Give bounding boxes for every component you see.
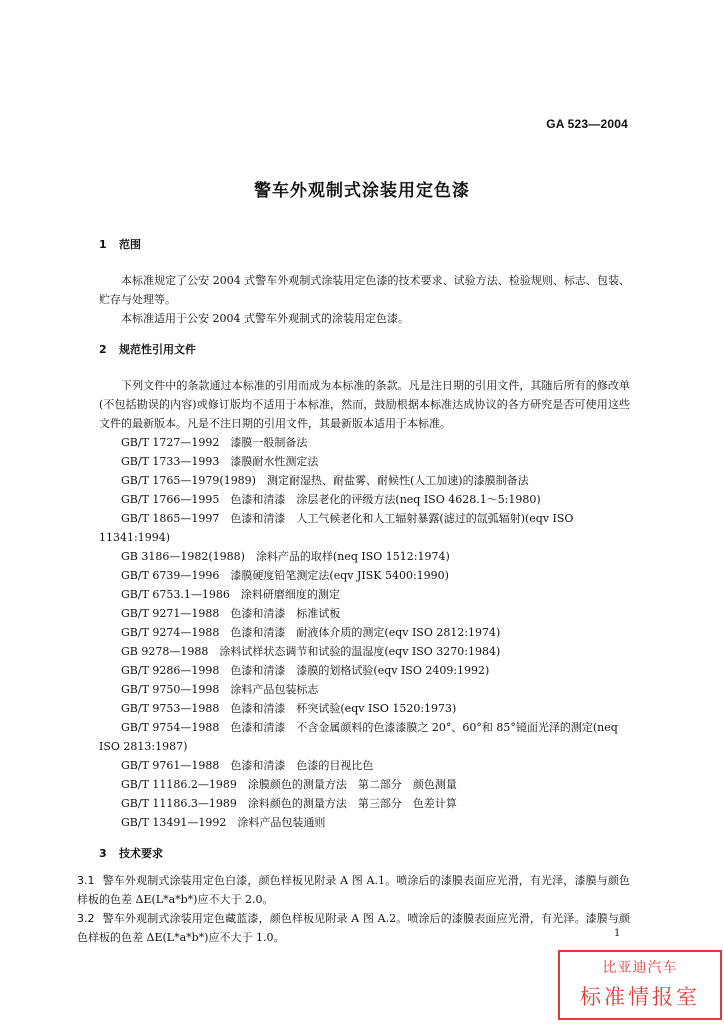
reference-code: GB/T 1766—1995 [121,493,220,506]
reference-item [99,566,630,585]
reference-code: GB/T 9286—1998 [121,664,220,677]
reference-title: 色漆和清漆 耐液体介质的测定(eqv ISO 2812:1974) [230,626,501,639]
reference-item [99,490,630,509]
requirement-item [77,909,630,947]
requirement-text: 警车外观制式涂装用定色藏蓝漆，颜色样板见附录 A 图 A.2。喷涂后的漆膜表面应光滑，有光泽。漆膜与颜色样板的色差 ΔE(L*a*b*)应不大于 1.0。 [77,912,630,944]
reference-title: 色漆和清漆 标准试板 [230,607,341,620]
reference-item [99,433,630,452]
reference-title: 涂料产品包装通则 [237,816,326,829]
reference-code: GB/T 9761—1988 [121,759,220,772]
reference-item [99,452,630,471]
reference-item [99,509,630,547]
reference-item [99,794,630,813]
section-title: 技术要求 [119,847,163,860]
section-number: 2 [99,343,107,356]
reference-title: 涂料研磨细度的测定 [240,588,340,601]
reference-title: 涂料产品的取样(neq ISO 1512:1974) [255,550,450,563]
reference-code: GB/T 6739—1996 [121,569,220,582]
scope-paragraph: 本标准适用于公安 2004 式警车外观制式的涂装用定色漆。 [121,312,409,325]
reference-code: GB/T 1733—1993 [121,455,220,468]
reference-code: GB/T 9754—1988 [121,721,220,734]
reference-code: GB/T 13491—1992 [121,816,227,829]
reference-code: GB/T 11186.2—1989 [121,778,237,791]
reference-title: 漆膜耐水性测定法 [230,455,319,468]
document-title: 警车外观制式涂装用定色漆 [254,181,470,201]
reference-title: 色漆和清漆 人工气候老化和人工辐射暴露(滤过的氙弧辐射)(eqv ISO [230,512,574,525]
reference-item [99,623,630,642]
reference-list [99,433,630,832]
reference-code: GB 9278—1988 [121,645,209,658]
section-1-heading [99,235,630,254]
library-stamp [558,950,722,1020]
stamp-line-1: 比亚迪汽车 [602,960,678,976]
reference-item [99,642,630,661]
reference-code: GB/T 11186.3—1989 [121,797,237,810]
reference-item [99,661,630,680]
reference-title: 涂膜颜色的测量方法 第二部分 颜色测量 [247,778,457,791]
section-number: 1 [99,238,107,251]
section-number: 3 [99,847,107,860]
reference-code: GB 3186—1982(1988) [121,550,245,563]
reference-title: 漆膜硬度铅笔测定法(eqv JISK 5400:1990) [230,569,449,582]
reference-title: 色漆和清漆 杯突试验(eqv ISO 1520:1973) [230,702,457,715]
reference-title: 漆膜一般制备法 [230,436,308,449]
section-title: 规范性引用文件 [119,343,196,356]
document-body [77,235,630,947]
section-title: 范围 [119,238,141,251]
reference-item [99,604,630,623]
reference-code: GB/T 1727—1992 [121,436,220,449]
page-number: 1 [614,928,621,939]
scope-paragraph: 本标准规定了公安 2004 式警车外观制式涂装用定色漆的技术要求、试验方法、检验规则、标志、包装、贮存与处理等。 [99,274,630,306]
reference-title: 色漆和清漆 涂层老化的评级方法(neq ISO 4628.1～5:1980) [230,493,541,506]
reference-item [99,471,630,490]
requirement-number: 3.2 [77,912,95,925]
reference-item [99,718,630,756]
reference-title: 色漆和清漆 色漆的目视比色 [230,759,374,772]
reference-code: GB/T 9753—1988 [121,702,220,715]
reference-code: GB/T 9271—1988 [121,607,220,620]
reference-title: 色漆和清漆 漆膜的划格试验(eqv ISO 2409:1992) [230,664,490,677]
reference-item [99,775,630,794]
section-2-heading [99,340,630,359]
requirement-item [77,871,630,909]
requirements-list [77,871,630,947]
reference-title-continued: ISO 2813:1987) [99,740,188,753]
reference-code: GB/T 6753.1—1986 [121,588,230,601]
reference-code: GB/T 1765—1979(1989) [121,474,256,487]
reference-code: GB/T 1865—1997 [121,512,220,525]
requirement-number: 3.1 [77,874,95,887]
reference-title: 涂料产品包装标志 [230,683,319,696]
reference-item [99,585,630,604]
stamp-line-2: 标准情报室 [580,985,700,1009]
section-3-heading [99,844,630,863]
reference-title: 涂料颜色的测量方法 第三部分 色差计算 [247,797,457,810]
reference-title: 测定耐湿热、耐盐雾、耐候性(人工加速)的漆膜制备法 [266,474,529,487]
reference-code: GB/T 9750—1998 [121,683,220,696]
reference-title: 涂料试样状态调节和试验的温湿度(eqv ISO 3270:1984) [219,645,501,658]
reference-item [99,680,630,699]
reference-item [99,756,630,775]
reference-item [99,699,630,718]
reference-item [99,547,630,566]
requirement-text: 警车外观制式涂装用定色白漆，颜色样板见附录 A 图 A.1。喷涂后的漆膜表面应光滑，有光泽，漆膜与颜色样板的色差 ΔE(L*a*b*)应不大于 2.0。 [77,874,630,906]
standard-number: GA 523—2004 [546,117,628,131]
reference-title-continued: 11341:1994) [99,531,170,544]
reference-code: GB/T 9274—1988 [121,626,220,639]
references-intro: 下列文件中的条款通过本标准的引用而成为本标准的条款。凡是注日期的引用文件，其随后所有的修改单(不包括勘误的内容)或修订版均不适用于本标准，然而，鼓励根据本标准达成协议的各方研究是否可使用这些文件的最新版本。凡是不注日期的引用文件，其最新版本适用于本标准。 [99,379,630,430]
reference-title: 色漆和清漆 不含金属颜料的色漆漆膜之 20°、60°和 85°镜面光泽的测定(neq [230,721,618,734]
reference-item [99,813,630,832]
